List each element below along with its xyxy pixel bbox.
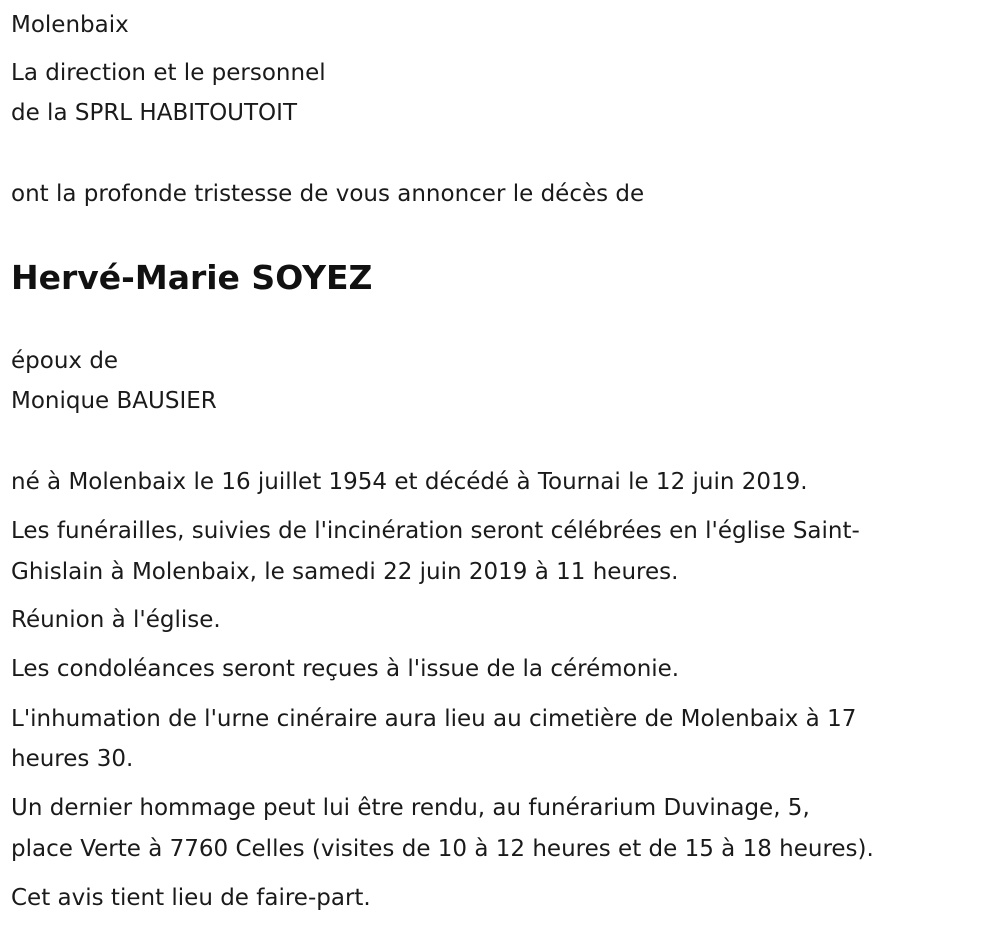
announcement: ont la profonde tristesse de vous annoncer le décès de (11, 181, 645, 207)
funeral-info-line-2: Ghislain à Molenbaix, le samedi 22 juin 2019 à 11 heures. (11, 559, 679, 585)
sender-line-2: de la SPRL HABITOUTOIT (11, 100, 297, 126)
birth-death-info: né à Molenbaix le 16 juillet 1954 et décédé à Tournai le 12 juin 2019. (11, 469, 808, 495)
spouse-name: Monique BAUSIER (11, 388, 217, 414)
spouse-label: époux de (11, 348, 119, 374)
tribute-info-line-1: Un dernier hommage peut lui être rendu, au funérarium Duvinage, 5, (11, 795, 810, 821)
burial-info-line-2: heures 30. (11, 746, 134, 772)
location: Molenbaix (11, 12, 129, 38)
burial-info-line-1: L'inhumation de l'urne cinéraire aura lieu au cimetière de Molenbaix à 17 (11, 706, 857, 732)
tribute-info-line-2: place Verte à 7760 Celles (visites de 10 à 12 heures et de 15 à 18 heures). (11, 836, 874, 862)
closing-note: Cet avis tient lieu de faire-part. (11, 885, 371, 911)
funeral-info-line-1: Les funérailles, suivies de l'incinération seront célébrées en l'église Saint- (11, 518, 860, 544)
sender-line-1: La direction et le personnel (11, 60, 326, 86)
meeting-info: Réunion à l'église. (11, 607, 221, 633)
deceased-name: Hervé-Marie SOYEZ (11, 258, 373, 297)
condolences-info: Les condoléances seront reçues à l'issue de la cérémonie. (11, 656, 680, 682)
